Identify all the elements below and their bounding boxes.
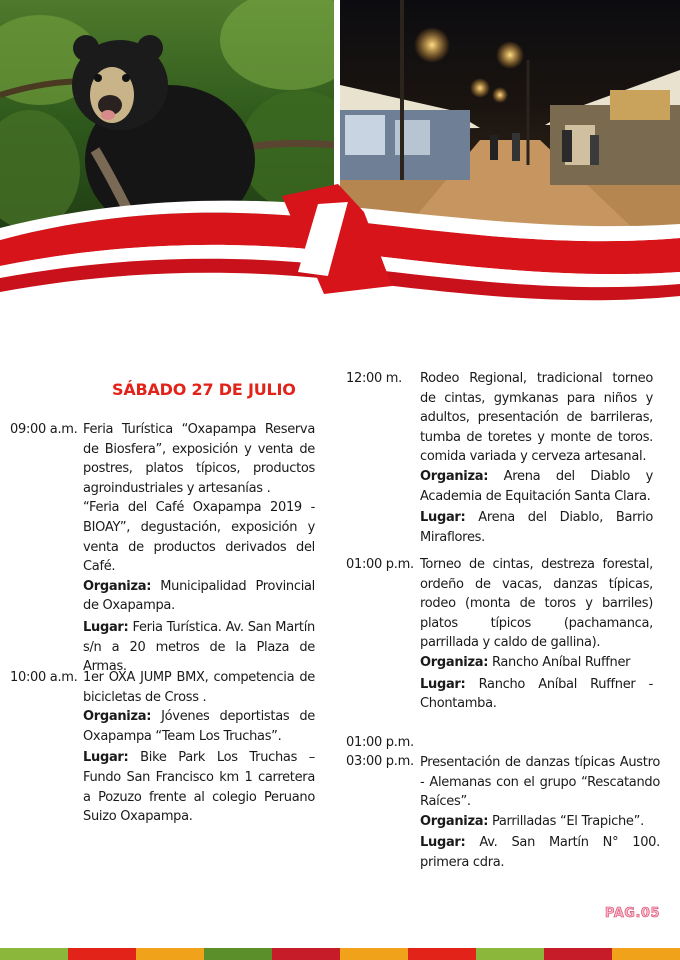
event-organizer — [420, 467, 653, 506]
lugar-label: Lugar: — [83, 750, 129, 766]
peru-flag-ribbon — [0, 168, 680, 318]
event-paragraph: “Feria del Café Oxapampa 2019 - BIOAY”, degustación, exposición y venta de productos derivados del Café. — [83, 500, 315, 575]
organiza-value: Rancho Aníbal Ruffner — [491, 654, 631, 670]
event-paragraph: Presentación de danzas típicas Austro - Alemanas con el grupo “Rescatando Raíces”. — [420, 755, 660, 810]
event-organizer — [83, 577, 315, 616]
organiza-label: Organiza: — [420, 468, 489, 484]
event-time: 01:00 p.m. — [346, 735, 414, 750]
lugar-value: Feria Turística. Av. San Martín s/n a 20 metros de la Plaza de Armas. — [83, 619, 315, 675]
event-paragraph: 1er OXA JUMP BMX, competencia de bicicletas de Cross . — [83, 670, 315, 705]
organiza-label: Organiza: — [420, 654, 489, 670]
strip-segment — [544, 948, 612, 960]
lugar-value: Arena del Diablo, Barrio Miraflores. — [420, 510, 653, 545]
lugar-label: Lugar: — [83, 619, 129, 635]
event-location — [420, 833, 660, 872]
event-description — [83, 668, 315, 827]
event-location — [420, 508, 653, 547]
event-paragraph: Torneo de cintas, destreza forestal, ordeño de vacas, danzas típicas, rodeo (monta de toros y barriles) platos típicos (pachamanca, parrillada y caldo de gallina). — [420, 557, 653, 651]
organiza-value: Municipalidad Provincial de Oxapampa. — [83, 578, 315, 614]
event-organizer — [420, 812, 660, 832]
organiza-value: Parrilladas “El Trapiche”. — [491, 813, 644, 829]
event-time: 01:00 p.m. — [346, 557, 414, 572]
organiza-label: Organiza: — [83, 709, 152, 725]
event-organizer — [420, 653, 653, 673]
strip-segment — [68, 948, 136, 960]
lugar-label: Lugar: — [420, 510, 466, 526]
strip-segment — [340, 948, 408, 960]
event-time: 09:00 a.m. — [10, 422, 78, 437]
organiza-label: Organiza: — [420, 813, 489, 829]
organiza-value: Arena del Diablo y Academia de Equitación Santa Clara. — [420, 468, 653, 504]
event-description — [83, 420, 315, 677]
lugar-label: Lugar: — [420, 835, 466, 851]
event-organizer — [83, 707, 315, 746]
strip-segment — [272, 948, 340, 960]
lugar-value: Bike Park Los Truchas – Fundo San Francisco km 1 carretera a Pozuzo frente al colegio Peruano Suizo Oxapampa. — [83, 750, 315, 825]
event-time: 10:00 a.m. — [10, 670, 78, 685]
strip-segment — [0, 948, 68, 960]
organiza-value: Jóvenes deportistas de Oxapampa “Team Los Truchas”. — [83, 709, 315, 744]
organiza-label: Organiza: — [83, 578, 152, 594]
page-number: PAG.05 — [604, 906, 660, 921]
lugar-value: Av. San Martín N° 100. primera cdra. — [420, 835, 660, 870]
strip-segment — [408, 948, 476, 960]
event-time: 12:00 m. — [346, 371, 402, 386]
event-description — [420, 555, 653, 714]
event-location — [83, 748, 315, 826]
bottom-color-strip — [0, 948, 680, 960]
event-location — [420, 675, 653, 714]
event-paragraph: Rodeo Regional, tradicional torneo de cintas, gymkanas para niños y adultos, presentación de barrileras, tumba de toretes y monte de toros. comida variada y cerveza artesanal. — [420, 371, 653, 465]
lugar-value: Rancho Aníbal Ruffner - Chontamba. — [420, 676, 653, 712]
event-paragraph: Feria Turística “Oxapampa Reserva de Biosfera”, exposición y venta de postres, platos típicos, productos agroindustriales y artesanías . — [83, 422, 315, 496]
event-time-end: 03:00 p.m. — [346, 754, 414, 769]
event-description — [420, 753, 660, 873]
strip-segment — [136, 948, 204, 960]
strip-segment — [476, 948, 544, 960]
strip-segment — [204, 948, 272, 960]
day-title: SÁBADO 27 DE JULIO — [112, 380, 296, 399]
event-description — [420, 369, 653, 547]
lugar-label: Lugar: — [420, 676, 466, 692]
strip-segment — [612, 948, 680, 960]
